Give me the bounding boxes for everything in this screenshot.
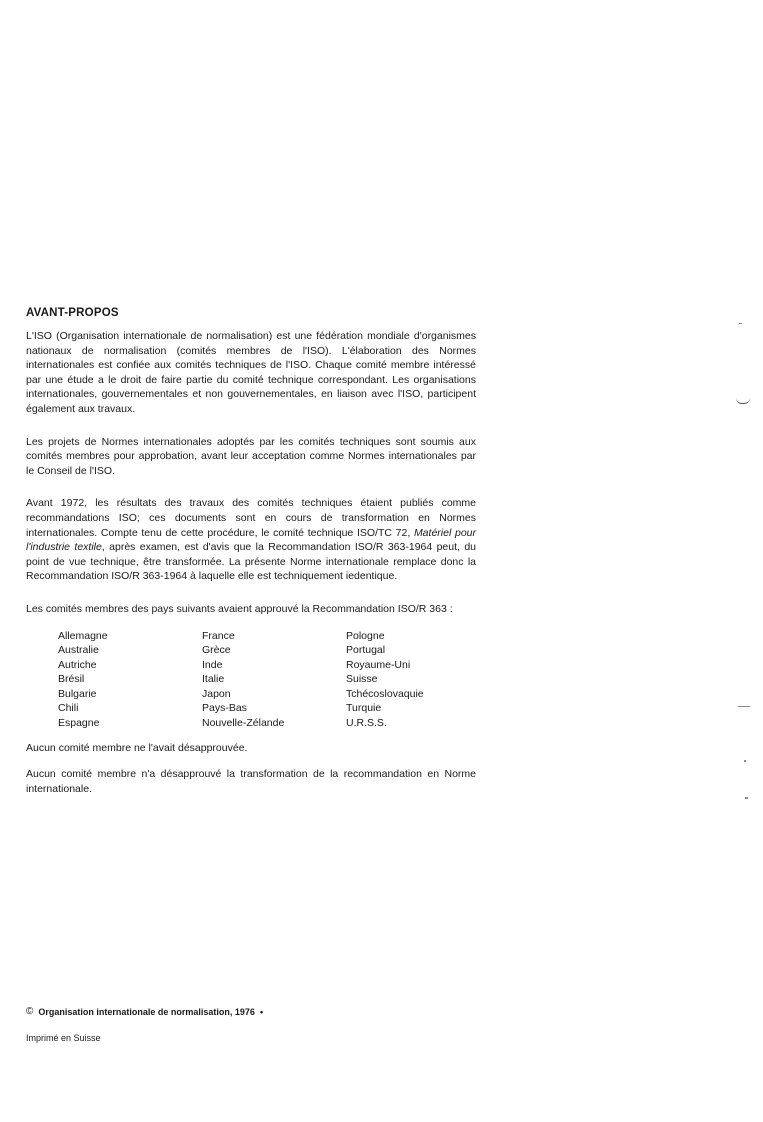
margin-mark: [745, 797, 748, 799]
country-item: Inde: [202, 658, 223, 671]
country-item: Suisse: [346, 673, 378, 686]
foreword-section: [26, 307, 476, 814]
country-item: Grèce: [202, 644, 231, 657]
copyright-icon: ©: [26, 1006, 34, 1017]
country-list: [58, 629, 476, 731]
country-item: France: [202, 629, 235, 642]
country-column-2: [202, 629, 346, 731]
paragraph-member-bodies: Les comités membres des pays suivants avaient approuvé la Recommandation ISO/R 363 :: [26, 602, 453, 615]
margin-mark: [736, 398, 750, 404]
copyright-line: [26, 1006, 263, 1017]
committee-name-italic: Matériel pour l'industrie textile: [26, 526, 476, 554]
paragraph-history: [26, 496, 476, 584]
page-title: AVANT-PROPOS: [26, 307, 119, 319]
country-item: Pologne: [346, 629, 385, 642]
country-item: Japon: [202, 687, 231, 700]
paragraph-history-part2: , après examen, est d'avis que la Recommandation ISO/R 363-1964 peut, du point de vue technique, être transformée. La présente Norme internationale remplace donc la Recommandation ISO/R 363-1964 à laquelle elle est techniquement iedentique.: [26, 541, 477, 583]
country-item: Espagne: [58, 717, 100, 730]
country-item: Brésil: [58, 673, 85, 686]
country-item: Italie: [202, 673, 225, 686]
country-item: Nouvelle-Zélande: [202, 717, 285, 730]
country-item: Turquie: [346, 702, 382, 715]
copyright-text: Organisation internationale de normalisation, 1976: [38, 1006, 255, 1017]
country-item: U.R.S.S.: [346, 717, 387, 730]
country-item: Australie: [58, 644, 99, 657]
paragraph-no-disapproval: Aucun comité membre ne l'avait désapprouvée.: [26, 741, 248, 754]
margin-mark: [744, 760, 746, 762]
country-item: Portugal: [346, 644, 386, 657]
country-column-1: [58, 629, 202, 731]
margin-mark: [738, 706, 750, 707]
country-column-3: [346, 629, 486, 731]
page-footer: [26, 1006, 263, 1043]
country-item: Allemagne: [58, 629, 108, 642]
paragraph-transformation: Aucun comité membre n'a désapprouvé la transformation de la recommandation en Norme internationale.: [26, 768, 476, 795]
country-item: Pays-Bas: [202, 702, 247, 715]
margin-mark: [739, 323, 742, 324]
country-item: Autriche: [58, 658, 97, 671]
paragraph-iso-intro: L'ISO (Organisation internationale de normalisation) est une fédération mondiale d'organismes nationaux de normalisation (comités membres de l'ISO). L'élaboration des Normes internationales est confiée aux comités techniques de l'ISO. Chaque comité membre intéressé par une étude a le droit de faire partie du comité technique correspondant. Les organisations internationales, gouvernementales et non gouvernementales, en liaison avec l'ISO, participent également aux travaux.: [26, 330, 476, 415]
printed-in: Imprimé en Suisse: [26, 1033, 101, 1043]
bullet-icon: •: [259, 1006, 264, 1017]
country-item: Royaume-Uni: [346, 658, 411, 671]
country-item: Tchécoslovaquie: [346, 687, 424, 700]
country-item: Bulgarie: [58, 687, 97, 700]
country-item: Chili: [58, 702, 79, 715]
paragraph-approval-process: Les projets de Normes internationales adoptés par les comités techniques sont soumis aux comités membres pour approbation, avant leur acceptation comme Normes internationales par le Conseil de l'ISO.: [26, 435, 476, 477]
paragraph-history-part1: Avant 1972, les résultats des travaux des comités techniques étaient publiés comme recommandations ISO; ces documents sont en cours de transformation en Normes internationales. Compte tenu de cette procédure, le comité technique ISO/TC 72,: [26, 497, 476, 539]
